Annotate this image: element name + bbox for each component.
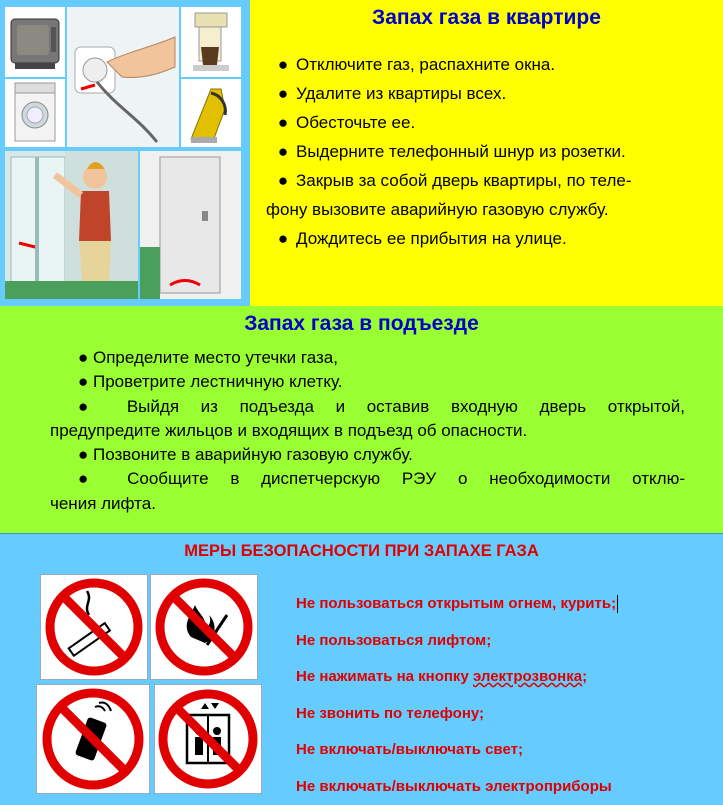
tv-illustration [5, 7, 65, 77]
list-item: ● Сообщите в диспетчерскую РЭУ о необходимости отклю- [50, 467, 685, 491]
list-item: ● Выдерните телефонный шнур из розетки. [270, 137, 710, 166]
list-item: ● Отключите газ, распахните окна. [270, 50, 710, 79]
rule-item: Не звонить по телефону; [296, 696, 618, 733]
list-item: ● Проветрите лестничную клетку. [50, 370, 685, 394]
safety-section [0, 533, 723, 795]
no-elevator-sign [154, 684, 262, 794]
list-item: ● Выйдя из подъезда и оставив входную дверь открытой, [50, 395, 685, 419]
list-item-continuation: фону вызовите аварийную газовую службу. [266, 195, 710, 224]
list-item: ● Закрыв за собой дверь квартиры, по теле- [270, 166, 710, 195]
no-fire-sign [150, 574, 258, 680]
rule-item: Не включать/выключать электроприборы [296, 769, 618, 805]
rule-item: Не пользоваться лифтом; [296, 623, 618, 660]
apartment-text-panel [250, 0, 723, 306]
list-item: ● Определите место утечки газа, [50, 346, 685, 370]
rule-item: Не пользоваться открытым огнем, курить; [296, 586, 618, 623]
no-smoking-sign [40, 574, 148, 680]
illustration-area [3, 3, 247, 303]
entrance-section [0, 306, 723, 533]
unplug-hand-illustration [67, 7, 179, 147]
rule-item: Не включать/выключать свет; [296, 732, 618, 769]
coffee-maker-illustration [181, 7, 241, 77]
washing-machine-illustration [5, 79, 65, 147]
apartment-list [270, 50, 710, 253]
safety-title: МЕРЫ БЕЗОПАСНОСТИ ПРИ ЗАПАХЕ ГАЗА [0, 542, 723, 561]
no-phone-sign [36, 684, 150, 794]
apartment-section [0, 0, 723, 306]
list-item: ● Удалите из квартиры всех. [270, 79, 710, 108]
door-illustration [140, 151, 241, 299]
list-item: ● Дождитесь ее прибытия на улице. [270, 224, 710, 253]
entrance-title: Запах газа в подъезде [0, 312, 723, 336]
safety-rules [296, 586, 618, 805]
list-item-continuation: предупредите жильцов и входящих в подъезд об опасности. [50, 419, 685, 443]
entrance-list [50, 346, 685, 516]
iron-illustration [181, 79, 241, 147]
window-person-illustration [5, 151, 138, 299]
list-item: ● Позвоните в аварийную газовую службу. [50, 443, 685, 467]
rule-item: Не нажимать на кнопку электрозвонка; [296, 659, 618, 696]
list-item-continuation: чения лифта. [50, 492, 685, 516]
list-item: ● Обесточьте ее. [270, 108, 710, 137]
apartment-title: Запах газа в квартире [250, 6, 723, 30]
